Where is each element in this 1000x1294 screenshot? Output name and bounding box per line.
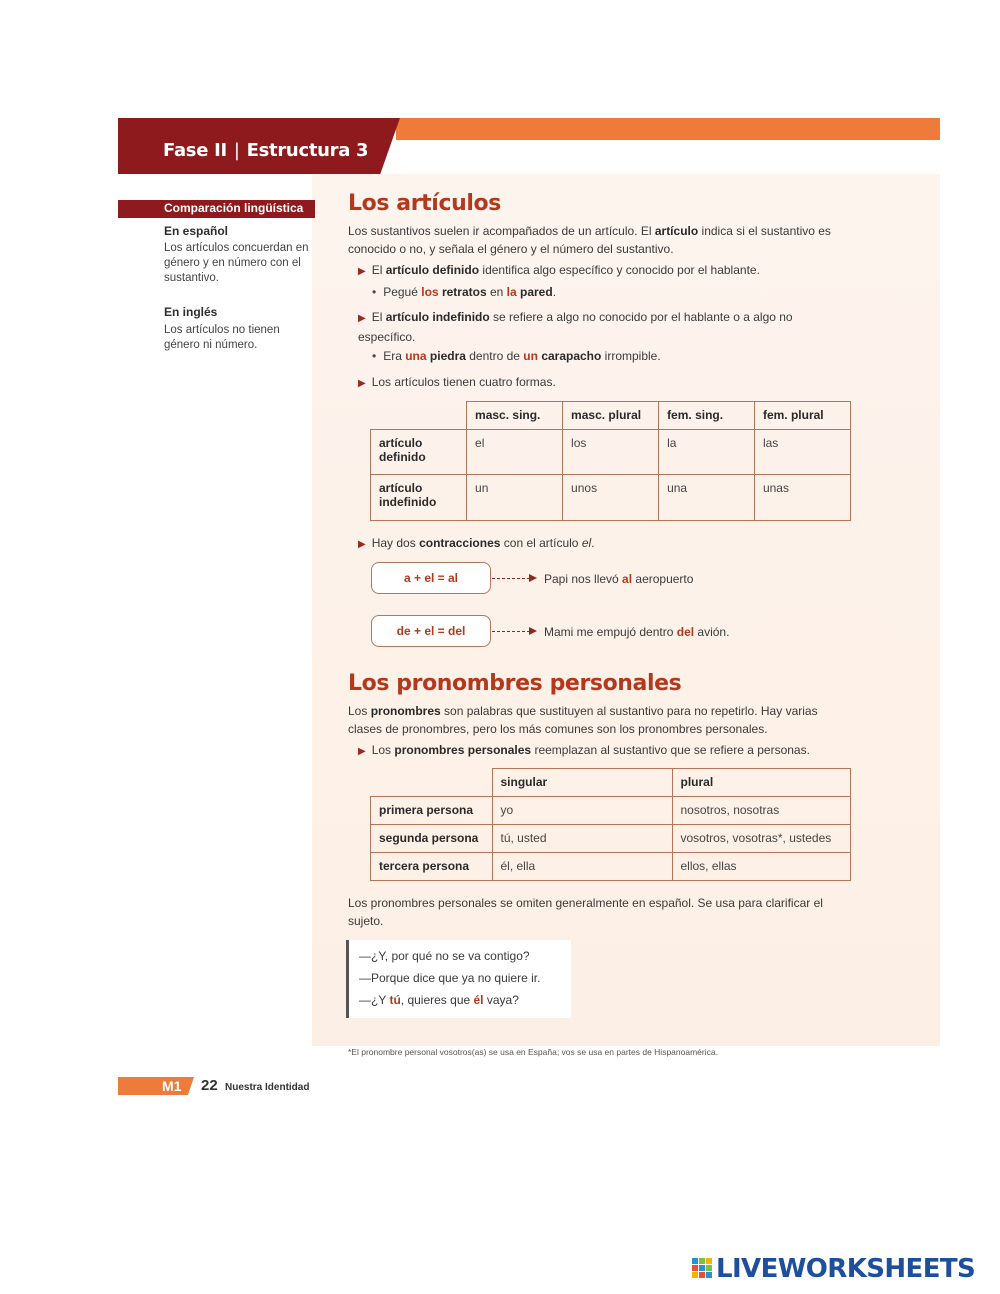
logo-square-icon (692, 1258, 698, 1264)
logo-square-icon (692, 1272, 698, 1278)
articulos-table (370, 401, 851, 521)
page-header-title (163, 140, 368, 161)
dialog-line: —¿Y, por qué no se va contigo? (359, 949, 530, 963)
table-header: masc. plural (563, 402, 659, 430)
pronombres-title: Los pronombres personales (348, 671, 682, 696)
dialog-box (346, 940, 571, 1018)
bullet-pronombres: ▶ Los pronombres personales reemplazan al sustantivo que se refiere a personas. (358, 743, 810, 757)
articulos-title: Los artículos (348, 191, 501, 216)
page-number: 22 (201, 1077, 218, 1094)
contraction-al-example: Papi nos llevó al aeropuerto (544, 572, 694, 586)
table-cell: las (754, 430, 850, 475)
logo-square-icon (699, 1258, 705, 1264)
table-cell: un (467, 475, 563, 521)
table-row (371, 797, 851, 825)
table-cell: el (467, 430, 563, 475)
bullet-arrow-icon: ▶ (358, 266, 366, 277)
table-cell: vosotros, vosotras*, ustedes (672, 825, 851, 853)
arrow-line (492, 631, 530, 632)
logo-square-icon (699, 1265, 705, 1271)
table-corner (371, 769, 493, 797)
table-header: fem. plural (754, 402, 850, 430)
example-definido: • Pegué los retratos en la pared. (372, 285, 557, 299)
table-header: plural (672, 769, 851, 797)
example-indefinido: • Era una piedra dentro de un carapacho irrompible. (372, 349, 661, 363)
bullet-contracciones: ▶ Hay dos contracciones con el artículo el. (358, 536, 595, 550)
footnote: *El pronombre personal vosotros(as) se usa en España; vos se usa en partes de Hispanoamérica. (348, 1047, 718, 1057)
sidebar-english-heading: En inglés (164, 305, 218, 319)
contraction-al-box: a + el = al (371, 562, 491, 594)
table-row-label: tercera persona (371, 853, 493, 881)
contraction-del-example: Mami me empujó dentro del avión. (544, 625, 730, 639)
bullet-definido: ▶ El artículo definido identifica algo específico y conocido por el hablante. (358, 263, 760, 277)
articulos-intro: Los sustantivos suelen ir acompañados de un artículo. El artículo indica si el sustantivo es conocido o no, y señala el género y el número del sustantivo. (348, 224, 831, 256)
table-cell: los (563, 430, 659, 475)
logo-square-icon (706, 1265, 712, 1271)
logo-square-icon (692, 1265, 698, 1271)
table-header-row (371, 402, 851, 430)
logo-square-icon (699, 1272, 705, 1278)
sidebar-spanish-heading: En español (164, 224, 229, 238)
table-row-label: artículo indefinido (371, 475, 467, 521)
pronombres-intro: Los pronombres son palabras que sustituyen al sustantivo para no repetirlo. Hay varias clases de pronombres, pero los más comunes son los pronombres personales. (348, 704, 818, 736)
table-header: fem. sing. (659, 402, 755, 430)
table-cell: yo (492, 797, 672, 825)
table-header-row (371, 769, 851, 797)
table-corner (371, 402, 467, 430)
bullet-formas: ▶ Los artículos tienen cuatro formas. (358, 375, 556, 389)
bullet-arrow-icon: ▶ (358, 539, 366, 550)
arrow-right-icon (529, 574, 537, 582)
dialog-line: —Porque dice que ya no quiere ir. (359, 971, 541, 985)
table-cell: unos (563, 475, 659, 521)
table-cell: una (659, 475, 755, 521)
table-row (371, 430, 851, 475)
table-cell: unas (754, 475, 850, 521)
bullet-arrow-icon: ▶ (358, 746, 366, 757)
book-title: Nuestra Identidad (225, 1082, 310, 1093)
table-row-label: segunda persona (371, 825, 493, 853)
logo-square-icon (706, 1258, 712, 1264)
table-cell: nosotros, nosotras (672, 797, 851, 825)
arrow-right-icon (529, 627, 537, 635)
table-cell: la (659, 430, 755, 475)
bullet-arrow-icon: ▶ (358, 313, 366, 324)
table-row (371, 825, 851, 853)
sidebar-title: Comparación lingüística (164, 201, 304, 215)
table-row-label: artículo definido (371, 430, 467, 475)
logo-text: LIVEWORKSHEETS (716, 1254, 976, 1284)
bullet-indefinido: ▶ El artículo indefinido se refiere a algo no conocido por el hablante o a algo no específico. (358, 310, 793, 344)
table-header: singular (492, 769, 672, 797)
bullet-dot-icon: • (372, 285, 377, 299)
sidebar-english-text: Los artículos no tienen género ni número. (164, 324, 280, 351)
logo-square-icon (706, 1272, 712, 1278)
table-row (371, 853, 851, 881)
table-cell: él, ella (492, 853, 672, 881)
header-divider: | (233, 140, 240, 161)
arrow-line (492, 578, 530, 579)
contraction-del-box: de + el = del (371, 615, 491, 647)
table-cell: ellos, ellas (672, 853, 851, 881)
table-header: masc. sing. (467, 402, 563, 430)
bullet-dot-icon: • (372, 349, 377, 363)
header-orange-band (396, 118, 940, 140)
module-label: M1 (162, 1078, 182, 1094)
header-section: Estructura 3 (246, 140, 369, 161)
pronombres-table (370, 768, 851, 881)
table-row (371, 475, 851, 521)
header-phase: Fase II (163, 140, 227, 161)
pronombres-note: Los pronombres personales se omiten generalmente en español. Se usa para clarificar el sujeto. (348, 896, 823, 928)
table-row-label: primera persona (371, 797, 493, 825)
bullet-arrow-icon: ▶ (358, 378, 366, 389)
table-cell: tú, usted (492, 825, 672, 853)
dialog-line: —¿Y tú, quieres que él vaya? (359, 993, 519, 1007)
module-tab (118, 1077, 194, 1095)
sidebar-spanish-text: Los artículos concuerdan en género y en número con el sustantivo. (164, 242, 309, 284)
